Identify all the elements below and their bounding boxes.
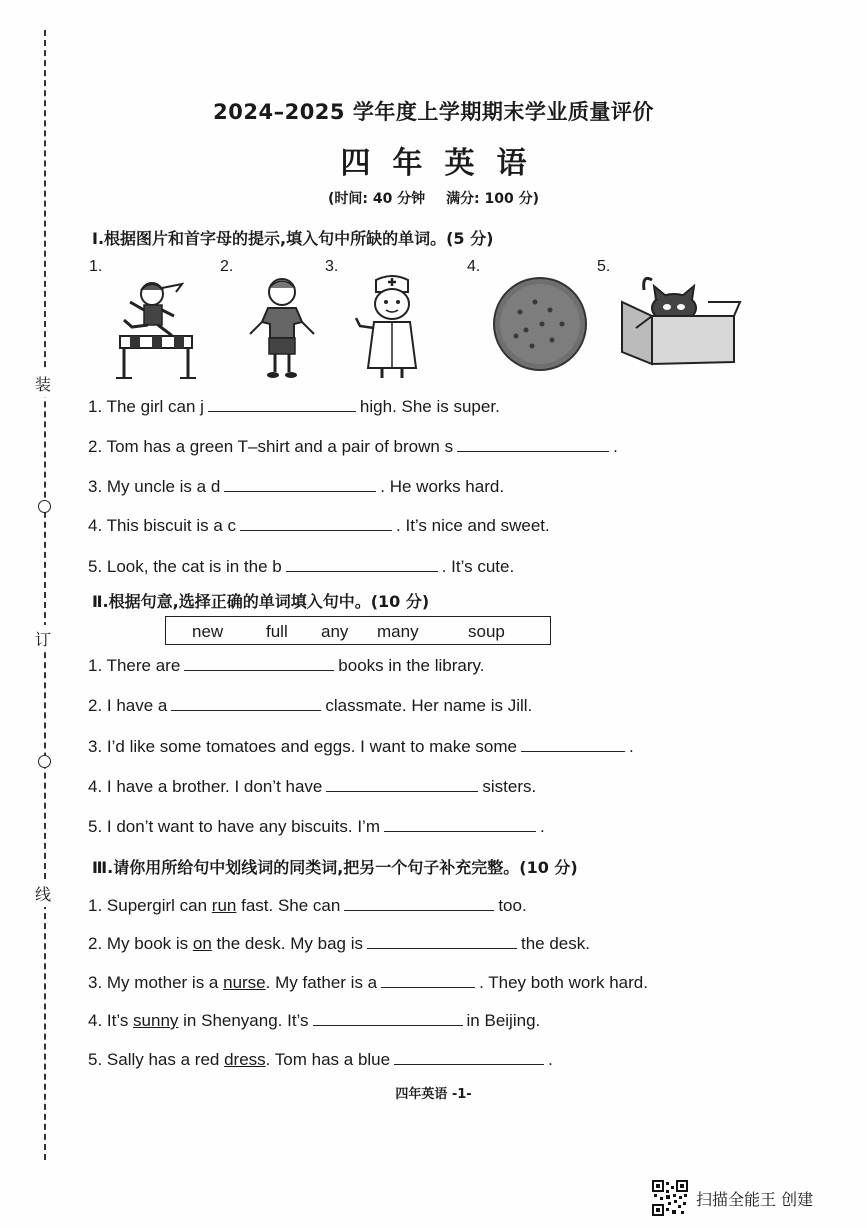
scanner-watermark	[652, 1180, 813, 1216]
underlined-word: on	[192, 934, 212, 953]
answer-blank[interactable]	[521, 737, 625, 752]
scanner-label: 扫描全能王 创建	[696, 1189, 814, 1209]
underlined-word: nurse	[223, 973, 266, 992]
sentence-text: 1. There are	[88, 656, 181, 675]
biscuit-icon	[490, 272, 590, 372]
sentence-text: the desk.	[520, 934, 590, 953]
answer-blank[interactable]	[381, 973, 475, 988]
answer-blank[interactable]	[286, 557, 438, 572]
sentence-text: books in the library.	[338, 656, 485, 675]
sentence-text: 3. I’d like some tomatoes and eggs. I want to make some	[88, 737, 517, 756]
section-3-heading: Ⅲ.请你用所给句中划线词的同类词,把另一个句子补充完整。(10 分)	[92, 858, 578, 877]
exam-title: 2024–2025 学年度上学期期末学业质量评价	[213, 100, 654, 124]
fill-in-sentence	[88, 516, 550, 536]
word-bank-item: many	[377, 622, 419, 641]
sentence-text: the desk. My bag is	[211, 934, 363, 953]
sentence-text: 1. Supergirl can	[88, 896, 212, 915]
sentence-text: 4. This biscuit is a c	[88, 516, 237, 535]
sentence-text: fast. She can	[236, 896, 341, 915]
underlined-word: dress	[224, 1050, 266, 1069]
binding-mark-zhuang: 装	[35, 370, 51, 397]
sentence-text: 2. Tom has a green T–shirt and a pair of brown s	[88, 437, 454, 456]
sentence-text: 5. I don’t want to have any biscuits. I’m	[88, 817, 380, 836]
exam-time: (时间: 40 分钟	[327, 191, 426, 207]
sentence-text: in Beijing.	[466, 1011, 541, 1030]
answer-blank[interactable]	[457, 437, 609, 452]
fill-in-sentence	[88, 696, 532, 716]
boy-in-tshirt-icon	[244, 272, 320, 382]
fill-in-sentence	[88, 896, 527, 916]
word-bank	[165, 616, 551, 645]
answer-blank[interactable]	[240, 516, 392, 531]
word-bank-item: any	[321, 622, 349, 641]
sentence-text: 1. The girl can j	[88, 397, 204, 416]
sentence-text: 3. My mother is a	[88, 973, 224, 992]
fill-in-sentence	[88, 477, 504, 497]
sentence-text: 3. My uncle is a d	[88, 477, 221, 496]
fill-in-sentence	[88, 973, 648, 993]
answer-blank[interactable]	[184, 656, 334, 671]
sentence-text: .	[548, 1050, 553, 1069]
word-bank-item: full	[266, 622, 288, 641]
fill-in-sentence	[88, 777, 536, 797]
sentence-text: sisters.	[482, 777, 537, 796]
sentence-text: .	[613, 437, 618, 456]
picture-number: 2.	[220, 258, 234, 275]
hurdle-jumping-girl-icon	[112, 272, 200, 382]
sentence-text: . They both work hard.	[479, 973, 648, 992]
sentence-text: . Tom has a blue	[265, 1050, 391, 1069]
qr-code-icon	[652, 1180, 688, 1216]
underlined-word: run	[211, 896, 237, 915]
exam-info	[0, 188, 867, 208]
answer-blank[interactable]	[224, 477, 376, 492]
fill-in-sentence	[88, 817, 545, 837]
picture-number: 1.	[89, 258, 103, 275]
sentence-text: high. She is super.	[359, 397, 500, 416]
page-footer: 四年英语 -1-	[395, 1087, 472, 1102]
fill-in-sentence	[88, 656, 484, 676]
sentence-text: .	[629, 737, 634, 756]
section-1-heading: Ⅰ.根据图片和首字母的提示,填入句中所缺的单词。(5 分)	[92, 229, 494, 248]
fill-in-sentence	[88, 437, 618, 457]
sentence-text: too.	[498, 896, 527, 915]
sentence-text: in Shenyang. It’s	[178, 1011, 309, 1030]
sentence-text: 5. Sally has a red	[88, 1050, 225, 1069]
binding-mark-ding: 订	[35, 625, 51, 652]
picture-number: 4.	[467, 258, 481, 275]
word-bank-item: soup	[468, 622, 505, 641]
fill-in-sentence	[88, 737, 634, 757]
picture-number: 3.	[325, 258, 339, 275]
sentence-text: 2. My book is	[88, 934, 193, 953]
sentence-text: 4. It’s	[88, 1011, 134, 1030]
sentence-text: 2. I have a	[88, 696, 168, 715]
cat-in-box-icon	[612, 272, 742, 372]
fill-in-sentence	[88, 557, 514, 577]
binding-hole-circle	[38, 500, 51, 513]
fill-in-sentence	[88, 1050, 553, 1070]
answer-blank[interactable]	[313, 1011, 463, 1026]
sentence-text: . My father is a	[265, 973, 378, 992]
answer-blank[interactable]	[344, 896, 494, 911]
binding-hole-circle	[38, 755, 51, 768]
exam-score: 满分: 100 分)	[446, 191, 540, 207]
answer-blank[interactable]	[394, 1050, 544, 1065]
word-bank-item: new	[192, 622, 224, 641]
fill-in-sentence	[88, 934, 590, 954]
answer-blank[interactable]	[384, 817, 536, 832]
picture-number: 5.	[597, 258, 611, 275]
sentence-text: .	[539, 817, 545, 836]
binding-mark-xian: 线	[35, 880, 51, 907]
answer-blank[interactable]	[326, 777, 478, 792]
subject-title: 四年英语	[340, 146, 549, 181]
section-2-heading: Ⅱ.根据句意,选择正确的单词填入句中。(10 分)	[92, 592, 430, 611]
answer-blank[interactable]	[367, 934, 517, 949]
answer-blank[interactable]	[171, 696, 321, 711]
underlined-word: sunny	[133, 1011, 179, 1030]
sentence-text: 5. Look, the cat is in the b	[88, 557, 282, 576]
sentence-text: . It’s nice and sweet.	[396, 516, 550, 535]
sentence-text: classmate. Her name is Jill.	[325, 696, 533, 715]
sentence-text: . He works hard.	[380, 477, 505, 496]
answer-blank[interactable]	[208, 397, 356, 412]
fill-in-sentence	[88, 1011, 540, 1031]
sentence-text: . It’s cute.	[441, 557, 515, 576]
fill-in-sentence	[88, 397, 500, 417]
doctor-icon	[352, 272, 432, 382]
sentence-text: 4. I have a brother. I don’t have	[88, 777, 323, 796]
